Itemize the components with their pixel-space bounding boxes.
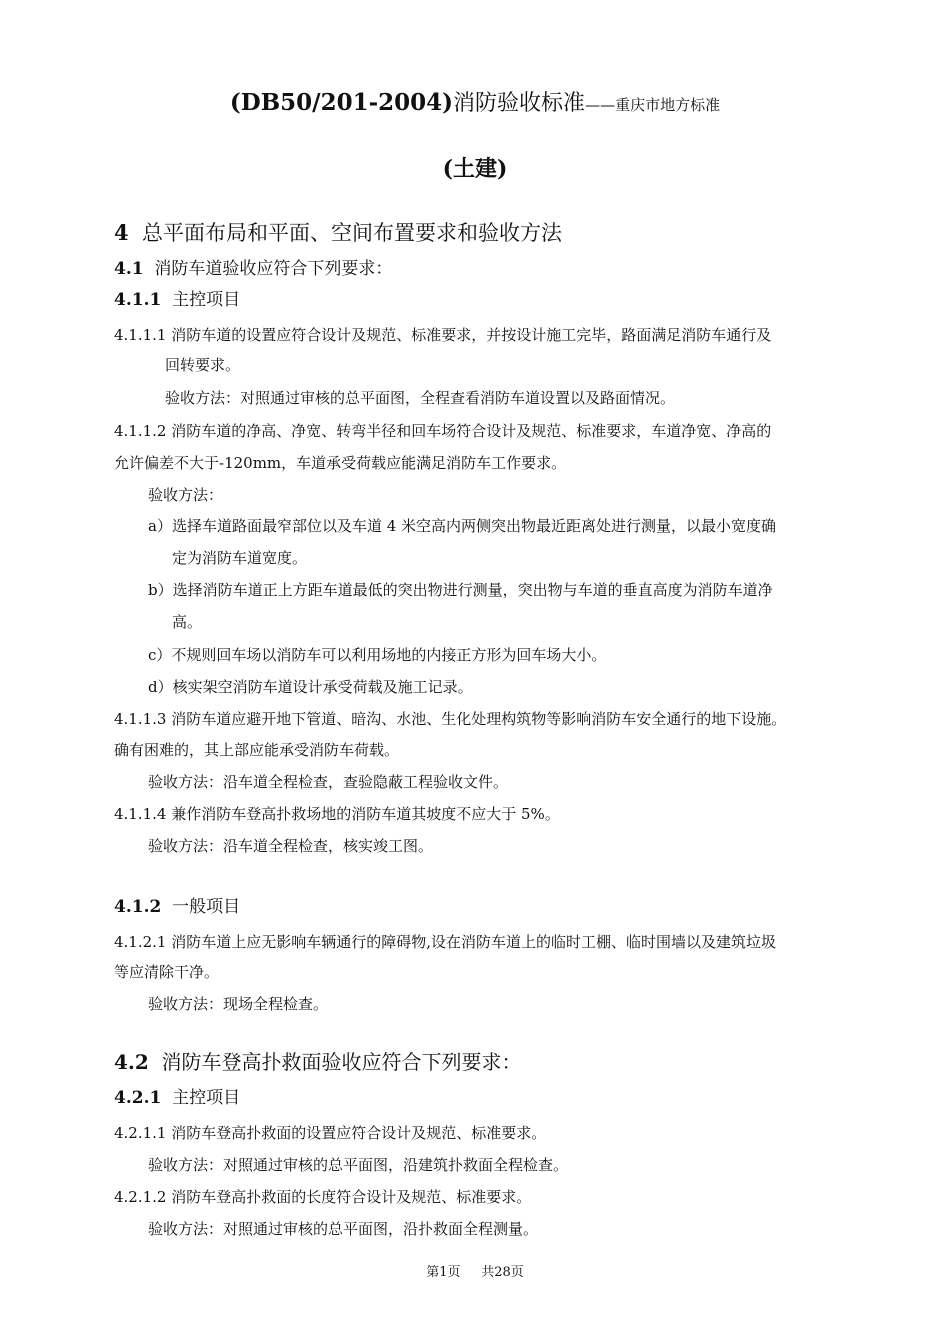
section-text: 主控项目	[172, 290, 241, 310]
title-name: 消防验收标准	[453, 91, 586, 116]
section-number: 4.2.1	[114, 1088, 162, 1108]
clause-4-1-1-4-line1: 4.1.1.4 兼作消防车登高扑救场地的消防车道其坡度不应大于 5%。	[114, 805, 560, 823]
method-item-a-line1: a）选择车道路面最窄部位以及车道 4 米空高内两侧突出物最近距离处进行测量，以最小宽度确	[148, 517, 777, 535]
clause-4-1-2-1-method: 验收方法：现场全程检查。	[148, 995, 329, 1013]
clause-4-2-1-2-line1: 4.2.1.2 消防车登高扑救面的长度符合设计及规范、标准要求。	[114, 1188, 532, 1206]
section-4-2-1-heading	[114, 1087, 240, 1109]
section-text: 消防车登高扑救面验收应符合下列要求：	[161, 1050, 522, 1074]
title-suffix: ——重庆市地方标准	[585, 96, 721, 114]
clause-4-1-1-1-line1: 4.1.1.1 消防车道的设置应符合设计及规范、标准要求，并按设计施工完毕，路面满足消防车通行及	[114, 326, 772, 344]
page-total: 共28页	[481, 1265, 524, 1280]
clause-4-1-1-3-line2: 确有困难的，其上部应能承受消防车荷载。	[114, 741, 400, 759]
section-4-1-1-heading	[114, 289, 240, 311]
clause-4-1-1-2-line2: 允许偏差不大于-120mm，车道承受荷载应能满足消防车工作要求。	[114, 454, 567, 472]
clause-4-1-2-1-line1: 4.1.2.1 消防车道上应无影响车辆通行的障碍物,设在消防车道上的临时工棚、临时围墙以及建筑垃圾	[114, 933, 777, 951]
clause-4-1-1-2-method: 验收方法：	[148, 486, 224, 504]
clause-4-1-1-3-method: 验收方法：沿车道全程检查，查验隐蔽工程验收文件。	[148, 773, 509, 791]
section-text: 总平面布局和平面、空间布置要求和验收方法	[141, 221, 562, 245]
section-4-1-heading	[114, 258, 392, 280]
document-subtitle: (土建)	[442, 156, 508, 182]
section-number: 4.1.1	[114, 290, 162, 310]
page-footer	[0, 1261, 950, 1280]
section-number: 4	[114, 220, 129, 245]
title-code: (DB50/201-2004)	[229, 89, 454, 116]
section-4-2-heading	[114, 1049, 522, 1075]
section-text: 消防车道验收应符合下列要求：	[154, 259, 393, 279]
clause-4-1-1-3-line1: 4.1.1.3 消防车道应避开地下管道、暗沟、水池、生化处理构筑物等影响消防车安全通行的地下设施。	[114, 710, 787, 728]
method-item-b-line2: 高。	[172, 613, 203, 631]
clause-4-2-1-2-method: 验收方法：对照通过审核的总平面图，沿扑救面全程测量。	[148, 1220, 539, 1238]
method-item-a-line2: 定为消防车道宽度。	[172, 549, 308, 567]
section-text: 主控项目	[172, 1088, 241, 1108]
section-4-1-2-heading	[114, 896, 240, 918]
page-number: 第1页	[426, 1265, 461, 1280]
clause-4-1-1-2-line1: 4.1.1.2 消防车道的净高、净宽、转弯半径和回车场符合设计及规范、标准要求，车道净宽、净高的	[114, 422, 772, 440]
section-number: 4.2	[114, 1050, 149, 1074]
method-item-c: c）不规则回车场以消防车可以利用场地的内接正方形为回车场大小。	[148, 646, 607, 664]
clause-4-2-1-1-line1: 4.2.1.1 消防车登高扑救面的设置应符合设计及规范、标准要求。	[114, 1124, 547, 1142]
clause-4-1-1-1-line2: 回转要求。	[165, 356, 241, 374]
document-title	[0, 86, 950, 117]
method-item-d: d）核实架空消防车道设计承受荷载及施工记录。	[148, 678, 473, 696]
clause-4-2-1-1-method: 验收方法：对照通过审核的总平面图，沿建筑扑救面全程检查。	[148, 1156, 569, 1174]
section-number: 4.1.2	[114, 897, 162, 917]
section-text: 一般项目	[172, 897, 241, 917]
section-4-heading	[114, 220, 562, 246]
clause-4-1-2-1-line2: 等应清除干净。	[114, 963, 220, 981]
method-item-b-line1: b）选择消防车道正上方距车道最低的突出物进行测量，突出物与车道的垂直高度为消防车道净	[148, 581, 773, 599]
section-number: 4.1	[114, 259, 144, 279]
clause-4-1-1-1-method: 验收方法：对照通过审核的总平面图，全程查看消防车道设置以及路面情况。	[165, 389, 676, 407]
clause-4-1-1-4-method: 验收方法：沿车道全程检查，核实竣工图。	[148, 837, 434, 855]
